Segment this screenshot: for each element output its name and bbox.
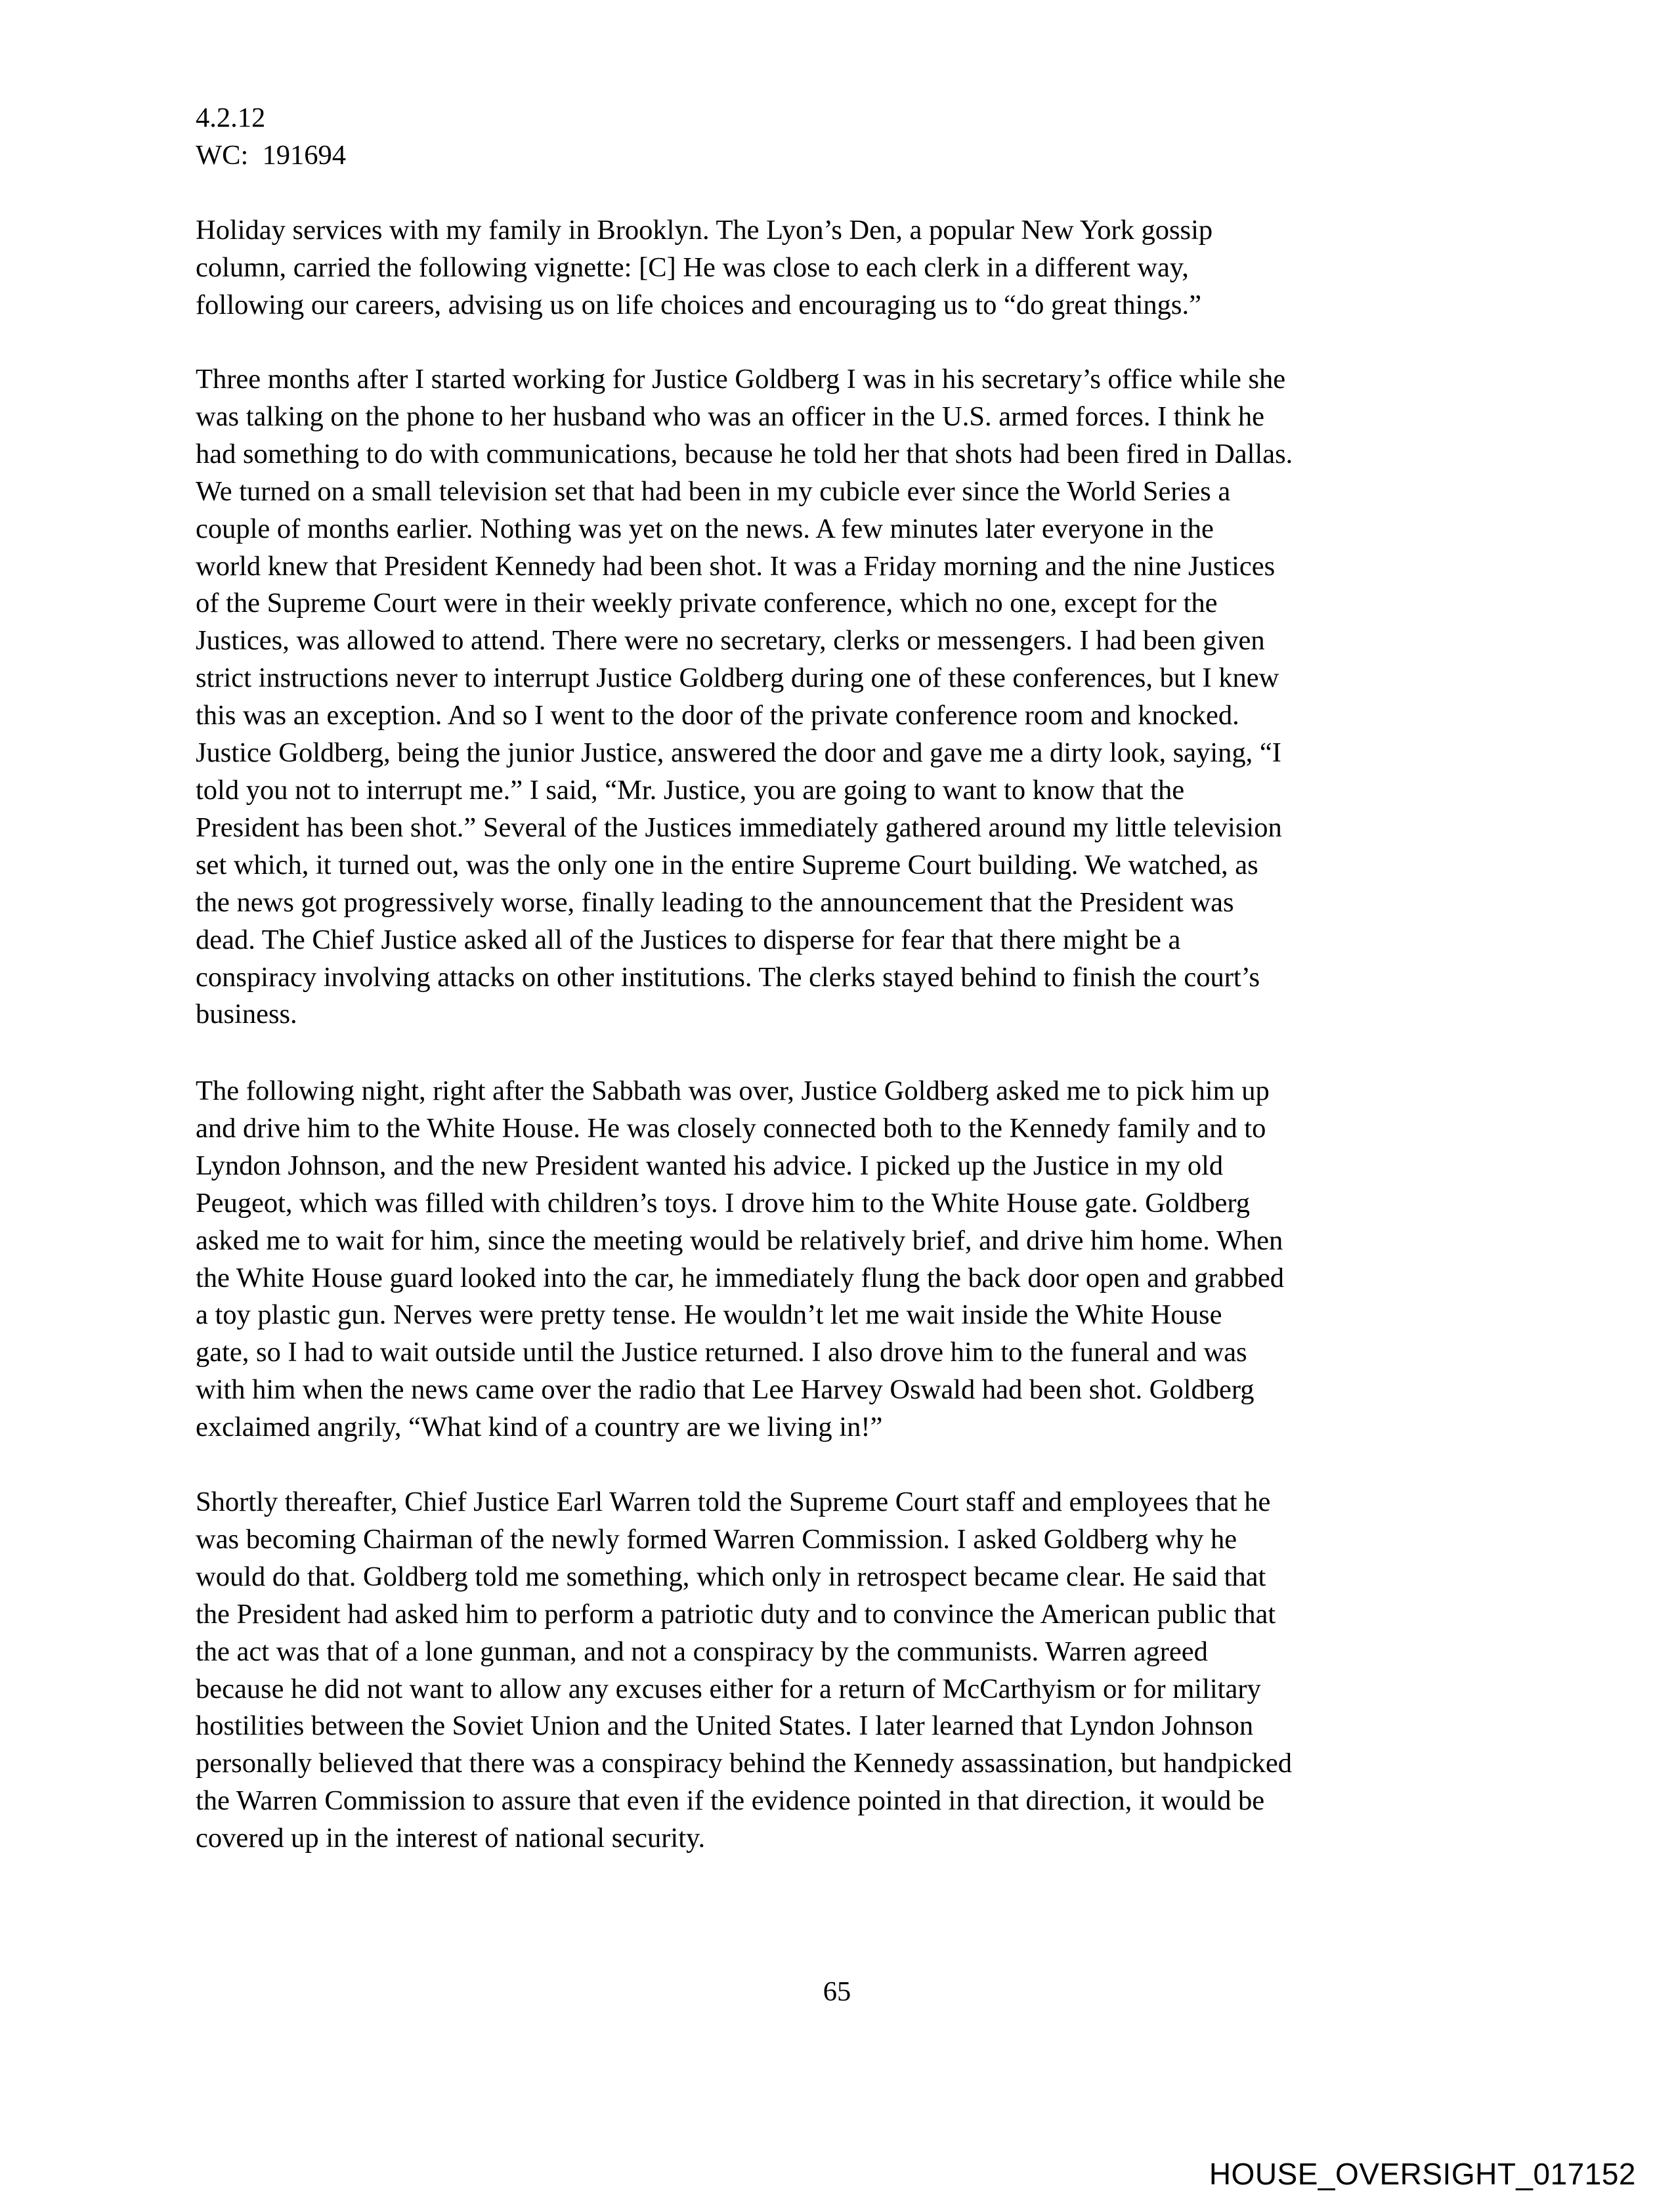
text-line: would do that. Goldberg told me something, which only in retrospect became clear. He said that <box>196 1561 1266 1592</box>
page-number: 65 <box>823 1976 851 2007</box>
bates-number: HOUSE_OVERSIGHT_017152 <box>1209 2157 1636 2191</box>
text-line: a toy plastic gun. Nerves were pretty tense. He wouldn’t let me wait inside the White House <box>196 1299 1222 1331</box>
paragraph-1 <box>196 212 1495 324</box>
text-line: asked me to wait for him, since the meeting would be relatively brief, and drive him home. When <box>196 1225 1283 1256</box>
text-line: the act was that of a lone gunman, and not a conspiracy by the communists. Warren agreed <box>196 1636 1208 1667</box>
text-line: We turned on a small television set that had been in my cubicle ever since the World Series a <box>196 475 1231 507</box>
text-line: exclaimed angrily, “What kind of a country are we living in!” <box>196 1412 883 1443</box>
text-line: column, carried the following vignette: [C] He was close to each clerk in a different way, <box>196 251 1189 283</box>
text-line: the White House guard looked into the car, he immediately flung the back door open and grabbed <box>196 1262 1285 1293</box>
text-line: Shortly thereafter, Chief Justice Earl Warren told the Supreme Court staff and employees that he <box>196 1486 1271 1517</box>
document-header <box>196 100 346 175</box>
text-line: gate, so I had to wait outside until the Justice returned. I also drove him to the funeral and was <box>196 1337 1247 1368</box>
text-line: President has been shot.” Several of the Justices immediately gathered around my little television <box>196 812 1282 843</box>
text-line: following our careers, advising us on life choices and encouraging us to “do great things.” <box>196 289 1201 320</box>
text-line: business. <box>196 999 297 1030</box>
text-line: this was an exception. And so I went to the door of the private conference room and knocked. <box>196 700 1239 731</box>
text-line: was talking on the phone to her husband who was an officer in the U.S. armed forces. I think he <box>196 401 1264 432</box>
text-line: couple of months earlier. Nothing was yet on the news. A few minutes later everyone in the <box>196 513 1214 544</box>
header-word-count: WC: 191694 <box>196 139 347 171</box>
text-line: Justice Goldberg, being the junior Justice, answered the door and gave me a dirty look, saying, “I <box>196 737 1281 769</box>
text-line: because he did not want to allow any excuses either for a return of McCarthyism or for military <box>196 1673 1261 1704</box>
text-line: Justices, was allowed to attend. There were no secretary, clerks or messengers. I had been given <box>196 625 1265 657</box>
text-line: personally believed that there was a conspiracy behind the Kennedy assassination, but handpicked <box>196 1748 1292 1779</box>
text-line: hostilities between the Soviet Union and the United States. I later learned that Lyndon Johnson <box>196 1710 1254 1742</box>
text-line: the President had asked him to perform a patriotic duty and to convince the American public that <box>196 1598 1276 1630</box>
text-line: the Warren Commission to assure that even if the evidence pointed in that direction, it would be <box>196 1785 1265 1817</box>
text-line: Three months after I started working for Justice Goldberg I was in his secretary’s office while she <box>196 364 1286 395</box>
text-line: strict instructions never to interrupt Justice Goldberg during one of these conferences, but I knew <box>196 662 1279 694</box>
text-line: covered up in the interest of national security. <box>196 1823 706 1854</box>
text-line: Holiday services with my family in Brooklyn. The Lyon’s Den, a popular New York gossip <box>196 215 1213 246</box>
text-line: world knew that President Kennedy had been shot. It was a Friday morning and the nine Justices <box>196 550 1276 582</box>
text-line: and drive him to the White House. He was closely connected both to the Kennedy family and to <box>196 1112 1266 1144</box>
text-line: conspiracy involving attacks on other institutions. The clerks stayed behind to finish the court’s <box>196 961 1260 993</box>
text-line: Peugeot, which was filled with children’s toys. I drove him to the White House gate. Goldberg <box>196 1187 1251 1219</box>
text-line: had something to do with communications, because he told her that shots had been fired in Dallas. <box>196 438 1293 469</box>
text-line: told you not to interrupt me.” I said, “Mr. Justice, you are going to want to know that the <box>196 774 1185 806</box>
paragraph-2 <box>196 361 1495 1033</box>
paragraph-4 <box>196 1484 1495 1857</box>
text-line: dead. The Chief Justice asked all of the Justices to disperse for fear that there might be a <box>196 924 1181 955</box>
text-line: Lyndon Johnson, and the new President wanted his advice. I picked up the Justice in my old <box>196 1150 1224 1181</box>
paragraph-3 <box>196 1073 1495 1446</box>
text-line: the news got progressively worse, finally leading to the announcement that the President was <box>196 886 1234 918</box>
text-line: with him when the news came over the radio that Lee Harvey Oswald had been shot. Goldberg <box>196 1374 1255 1406</box>
text-line: set which, it turned out, was the only one in the entire Supreme Court building. We watched, as <box>196 849 1258 880</box>
text-line: was becoming Chairman of the newly formed Warren Commission. I asked Goldberg why he <box>196 1523 1237 1555</box>
text-line: of the Supreme Court were in their weekly private conference, which no one, except for the <box>196 588 1218 619</box>
text-line: The following night, right after the Sabbath was over, Justice Goldberg asked me to pick him up <box>196 1075 1270 1106</box>
header-date: 4.2.12 <box>196 102 266 133</box>
